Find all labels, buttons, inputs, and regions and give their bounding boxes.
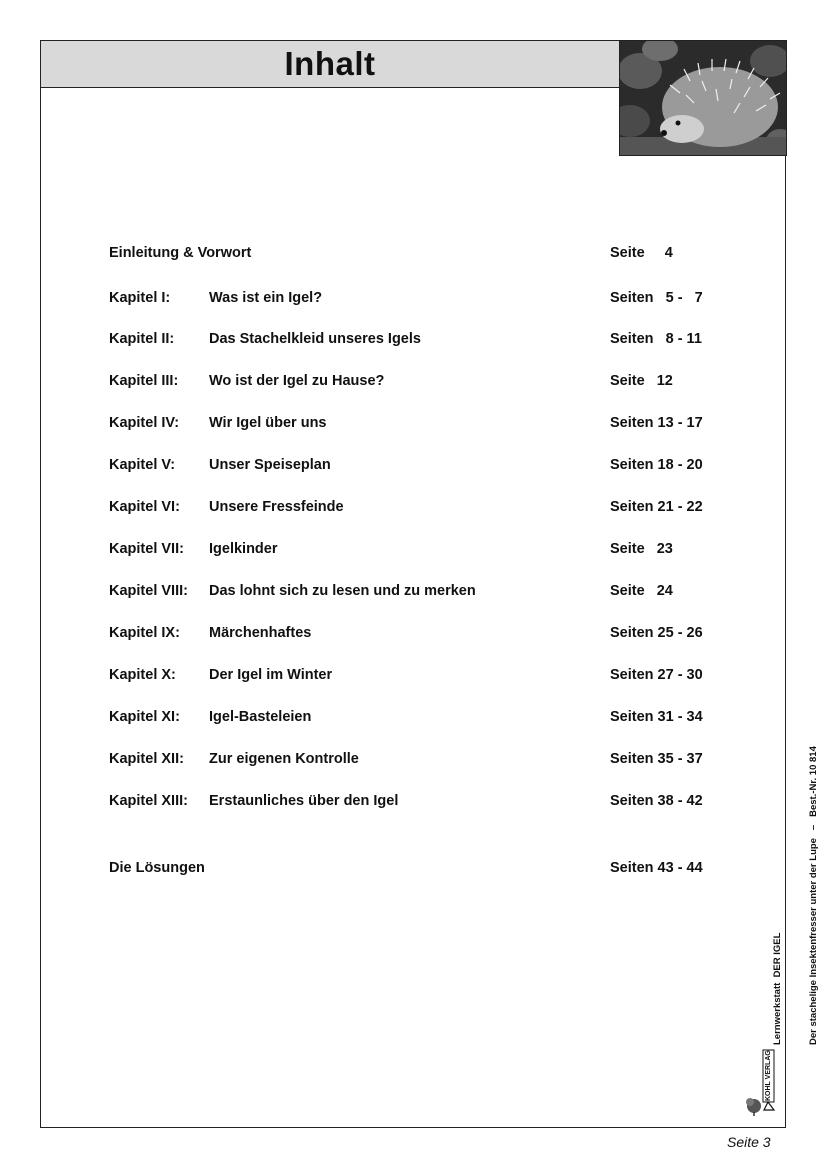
toc-chapter: Kapitel IX: (109, 625, 180, 641)
toc-chapter: Kapitel III: (109, 373, 179, 389)
toc-row (109, 371, 729, 391)
toc-topic: Was ist ein Igel? (209, 290, 323, 306)
toc-topic: Das Stachelkleid unseres Igels (209, 331, 421, 347)
toc-topic: Das lohnt sich zu lesen und zu merken (209, 583, 476, 599)
toc-pages: Seiten 38 - 42 (610, 793, 703, 809)
toc-pages: Seite 12 (610, 373, 673, 389)
title-bar (40, 40, 620, 88)
hedgehog-photo (619, 40, 787, 156)
toc-pages: Seiten 35 - 37 (610, 751, 703, 767)
toc-row (109, 329, 729, 349)
toc-chapter: Kapitel XIII: (109, 793, 188, 809)
toc-pages: Seiten 13 - 17 (610, 415, 703, 431)
series-line-1: Lernwerkstatt DER IGEL (772, 932, 783, 1045)
toc-row (109, 665, 729, 685)
toc-topic: Märchenhaftes (209, 625, 312, 641)
toc-topic: Igelkinder (209, 541, 278, 557)
series-line-2: Der stachelige Insektenfresser unter der Lupe – Best.-Nr. 10 814 (808, 746, 819, 1045)
toc-pages: Seiten 21 - 22 (610, 499, 703, 515)
toc-topic: Wo ist der Igel zu Hause? (209, 373, 385, 389)
publisher-logo (742, 1048, 778, 1118)
toc-topic: Zur eigenen Kontrolle (209, 751, 359, 767)
toc-row (109, 455, 729, 475)
toc-chapter: Kapitel XI: (109, 709, 180, 725)
toc-chapter: Kapitel VII: (109, 541, 184, 557)
toc-row (109, 288, 729, 308)
toc-topic: Unser Speiseplan (209, 457, 331, 473)
toc-pages: Seiten 31 - 34 (610, 709, 703, 725)
toc-row (109, 749, 729, 769)
page-title: Inhalt (284, 45, 376, 82)
toc-row (109, 581, 729, 601)
toc-row (109, 707, 729, 727)
publisher-name: KOHL VERLAG (765, 1050, 772, 1101)
toc-pages: Seite 24 (610, 583, 673, 599)
toc-topic: Wir Igel über uns (209, 415, 327, 431)
toc-pages: Seiten 25 - 26 (610, 625, 703, 641)
series-info (748, 746, 827, 1045)
toc-chapter: Kapitel XII: (109, 751, 184, 767)
toc-pages: Seiten 18 - 20 (610, 457, 703, 473)
toc-row (109, 497, 729, 517)
toc-chapter: Kapitel X: (109, 667, 176, 683)
toc-pages: Seiten 27 - 30 (610, 667, 703, 683)
toc-topic: Der Igel im Winter (209, 667, 333, 683)
toc-topic: Igel-Basteleien (209, 709, 312, 725)
toc-pages: Seiten 43 - 44 (610, 860, 703, 876)
toc-row (109, 623, 729, 643)
toc-chapter: Einleitung & Vorwort (109, 245, 252, 261)
toc-row (109, 243, 729, 263)
toc-chapter: Die Lösungen (109, 860, 205, 876)
toc-pages: Seite 23 (610, 541, 673, 557)
toc-chapter: Kapitel V: (109, 457, 176, 473)
toc-chapter: Kapitel I: (109, 290, 171, 306)
toc-pages: Seite 4 (610, 245, 673, 261)
toc-row (109, 413, 729, 433)
page-number: Seite 3 (727, 1134, 771, 1150)
toc-topic: Erstaunliches über den Igel (209, 793, 399, 809)
toc-chapter: Kapitel IV: (109, 415, 180, 431)
toc-pages: Seiten 5 - 7 (610, 290, 703, 306)
toc-pages: Seiten 8 - 11 (610, 331, 702, 347)
toc-chapter: Kapitel VI: (109, 499, 180, 515)
toc-row (109, 858, 729, 878)
toc-row (109, 791, 729, 811)
toc-topic: Unsere Fressfeinde (209, 499, 344, 515)
toc-row (109, 539, 729, 559)
toc-chapter: Kapitel VIII: (109, 583, 188, 599)
toc-chapter: Kapitel II: (109, 331, 175, 347)
